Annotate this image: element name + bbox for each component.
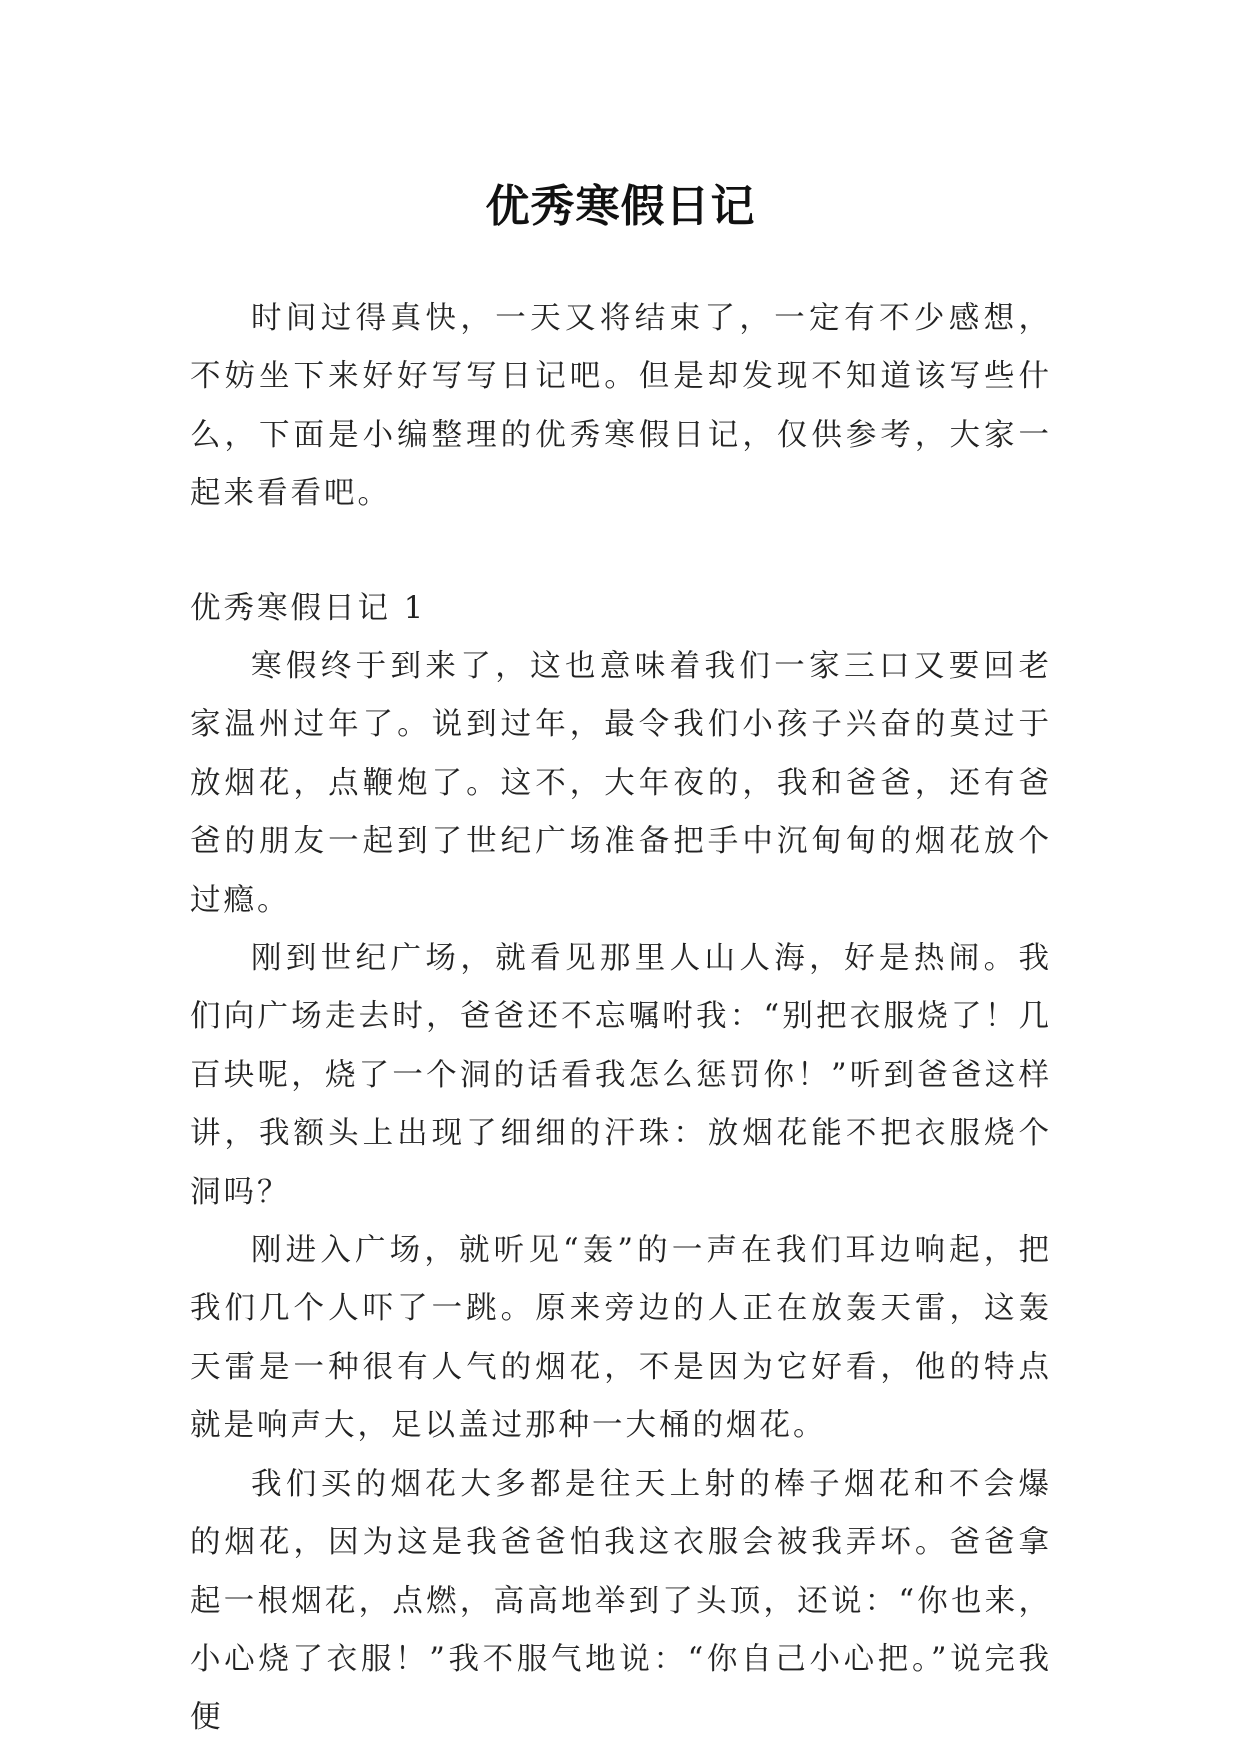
diary-body — [190, 638, 1052, 1748]
intro-block — [190, 290, 1052, 524]
section-heading: 优秀寒假日记 1 — [190, 591, 427, 626]
diary-paragraph: 我们买的烟花大多都是往天上射的棒子烟花和不会爆的烟花，因为这是我爸爸怕我这衣服会被我弄坏。爸爸拿起一根烟花，点燃，高高地举到了头顶，还说：“你也来，小心烧了衣服！”我不服气地说：“你自己小心把。”说完我便 — [190, 1466, 1052, 1736]
document-title: 优秀寒假日记 — [485, 181, 756, 233]
intro-paragraph: 时间过得真快，一天又将结束了，一定有不少感想，不妨坐下来好好写写日记吧。但是却发现不知道该写些什么，下面是小编整理的优秀寒假日记，仅供参考，大家一起来看看吧。 — [190, 301, 1052, 512]
diary-paragraph: 寒假终于到来了，这也意味着我们一家三口又要回老家温州过年了。说到过年，最令我们小孩子兴奋的莫过于放烟花，点鞭炮了。这不，大年夜的，我和爸爸，还有爸爸的朋友一起到了世纪广场准备把手中沉甸甸的烟花放个过瘾。 — [190, 649, 1052, 918]
diary-paragraph: 刚进入广场，就听见“轰”的一声在我们耳边响起，把我们几个人吓了一跳。原来旁边的人正在放轰天雷，这轰天雷是一种很有人气的烟花，不是因为它好看，他的特点就是响声大，足以盖过那种一大桶的烟花。 — [190, 1233, 1052, 1444]
diary-paragraph: 刚到世纪广场，就看见那里人山人海，好是热闹。我们向广场走去时，爸爸还不忘嘱咐我：“别把衣服烧了！几百块呢，烧了一个洞的话看我怎么惩罚你！”听到爸爸这样讲，我额头上出现了细细的汗珠：放烟花能不把衣服烧个洞吗？ — [190, 941, 1052, 1210]
